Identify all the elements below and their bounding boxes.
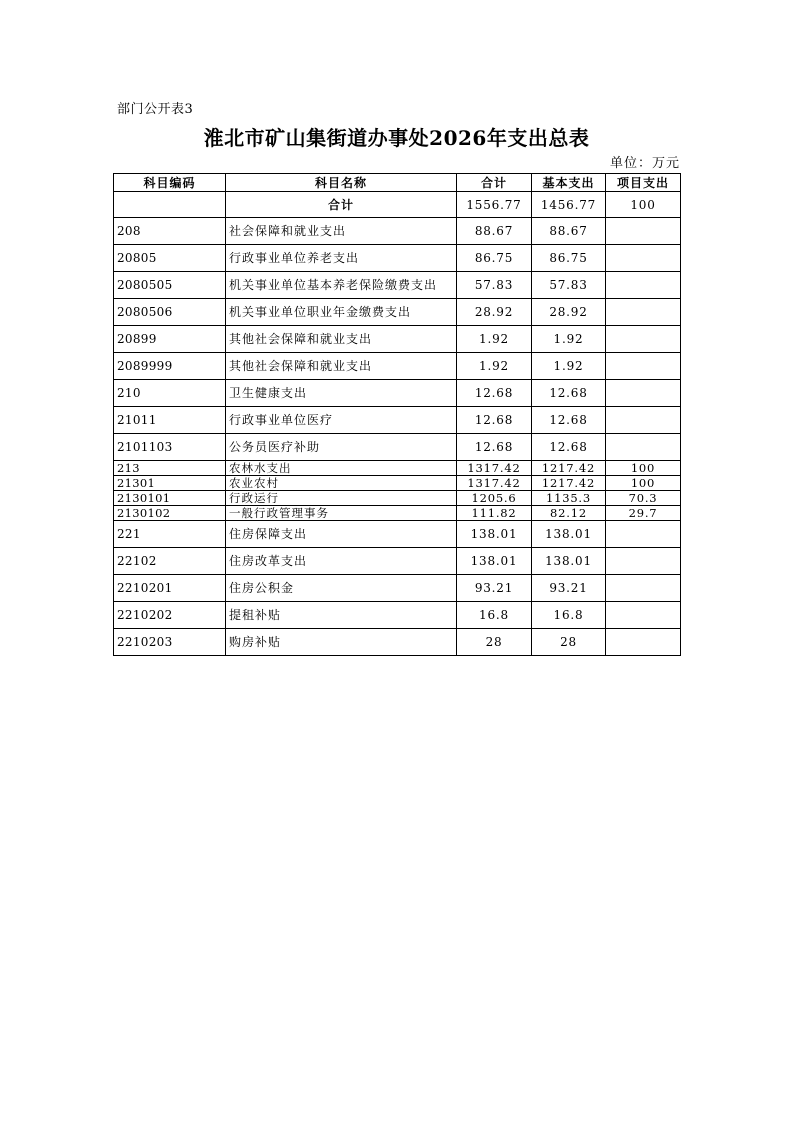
table-row: [114, 434, 681, 461]
row-code: 2101103: [114, 434, 226, 461]
row-basic: 1217.42: [532, 461, 606, 476]
row-code: 2089999: [114, 353, 226, 380]
expenditure-table: [113, 173, 681, 656]
row-name: 提租补贴: [226, 602, 457, 629]
row-total: 138.01: [457, 548, 532, 575]
row-code: 2080506: [114, 299, 226, 326]
table-row: [114, 476, 681, 491]
row-code: 2210201: [114, 575, 226, 602]
row-name: 其他社会保障和就业支出: [226, 326, 457, 353]
row-basic: 93.21: [532, 575, 606, 602]
row-total: 86.75: [457, 245, 532, 272]
row-code: 213: [114, 461, 226, 476]
row-project: [606, 521, 681, 548]
row-code: 208: [114, 218, 226, 245]
row-basic: 57.83: [532, 272, 606, 299]
row-project: [606, 548, 681, 575]
row-basic: 86.75: [532, 245, 606, 272]
row-total: 1317.42: [457, 461, 532, 476]
row-basic: 28.92: [532, 299, 606, 326]
row-code: 21011: [114, 407, 226, 434]
row-basic: 12.68: [532, 407, 606, 434]
row-project: [606, 380, 681, 407]
table-row: [114, 380, 681, 407]
row-project: [606, 218, 681, 245]
row-name: 社会保障和就业支出: [226, 218, 457, 245]
total-code: [114, 192, 226, 218]
row-basic: 138.01: [532, 548, 606, 575]
row-total: 1317.42: [457, 476, 532, 491]
table-row: [114, 272, 681, 299]
header-total: 合计: [457, 174, 532, 192]
row-name: 住房公积金: [226, 575, 457, 602]
row-name: 机关事业单位基本养老保险缴费支出: [226, 272, 457, 299]
row-total: 57.83: [457, 272, 532, 299]
row-basic: 16.8: [532, 602, 606, 629]
row-code: 2210203: [114, 629, 226, 656]
row-code: 221: [114, 521, 226, 548]
row-project: 29.7: [606, 506, 681, 521]
row-basic: 88.67: [532, 218, 606, 245]
row-code: 2130101: [114, 491, 226, 506]
row-project: [606, 575, 681, 602]
row-project: [606, 245, 681, 272]
row-basic: 1.92: [532, 353, 606, 380]
row-name: 农业农村: [226, 476, 457, 491]
row-total: 12.68: [457, 407, 532, 434]
table-header-row: [114, 174, 681, 192]
row-project: 100: [606, 476, 681, 491]
row-name: 公务员医疗补助: [226, 434, 457, 461]
row-basic: 82.12: [532, 506, 606, 521]
table-row: [114, 407, 681, 434]
unit-label: 单位：万元: [609, 156, 680, 171]
table-row: [114, 548, 681, 575]
row-code: 20899: [114, 326, 226, 353]
total-basic: 1456.77: [532, 192, 606, 218]
row-project: [606, 434, 681, 461]
row-project: [606, 353, 681, 380]
row-total: 16.8: [457, 602, 532, 629]
row-name: 一般行政管理事务: [226, 506, 457, 521]
total-project: 100: [606, 192, 681, 218]
row-project: [606, 602, 681, 629]
row-basic: 12.68: [532, 434, 606, 461]
row-total: 28.92: [457, 299, 532, 326]
table-row: [114, 521, 681, 548]
table-row: [114, 461, 681, 476]
table-row: [114, 629, 681, 656]
row-code: 2130102: [114, 506, 226, 521]
row-project: [606, 299, 681, 326]
row-total: 1.92: [457, 326, 532, 353]
row-code: 2080505: [114, 272, 226, 299]
total-total: 1556.77: [457, 192, 532, 218]
row-basic: 138.01: [532, 521, 606, 548]
header-name: 科目名称: [226, 174, 457, 192]
row-project: 70.3: [606, 491, 681, 506]
row-project: [606, 629, 681, 656]
page-title: 淮北市矿山集街道办事处2026年支出总表: [203, 126, 590, 150]
row-total: 111.82: [457, 506, 532, 521]
row-total: 93.21: [457, 575, 532, 602]
table-row: [114, 575, 681, 602]
row-name: 卫生健康支出: [226, 380, 457, 407]
row-total: 12.68: [457, 380, 532, 407]
table-row: [114, 491, 681, 506]
row-code: 20805: [114, 245, 226, 272]
row-name: 农林水支出: [226, 461, 457, 476]
row-name: 住房保障支出: [226, 521, 457, 548]
row-project: [606, 272, 681, 299]
row-total: 138.01: [457, 521, 532, 548]
header-code: 科目编码: [114, 174, 226, 192]
table-row: [114, 299, 681, 326]
row-project: 100: [606, 461, 681, 476]
row-basic: 1135.3: [532, 491, 606, 506]
row-basic: 1.92: [532, 326, 606, 353]
row-code: 21301: [114, 476, 226, 491]
row-name: 行政事业单位医疗: [226, 407, 457, 434]
row-name: 机关事业单位职业年金缴费支出: [226, 299, 457, 326]
row-name: 购房补贴: [226, 629, 457, 656]
total-name: 合计: [226, 192, 457, 218]
row-basic: 1217.42: [532, 476, 606, 491]
total-row: [114, 192, 681, 218]
header-project: 项目支出: [606, 174, 681, 192]
row-name: 行政事业单位养老支出: [226, 245, 457, 272]
row-project: [606, 407, 681, 434]
row-total: 88.67: [457, 218, 532, 245]
row-code: 2210202: [114, 602, 226, 629]
table-row: [114, 245, 681, 272]
row-name: 住房改革支出: [226, 548, 457, 575]
table-row: [114, 353, 681, 380]
row-basic: 12.68: [532, 380, 606, 407]
row-project: [606, 326, 681, 353]
header-basic: 基本支出: [532, 174, 606, 192]
row-code: 210: [114, 380, 226, 407]
row-basic: 28: [532, 629, 606, 656]
row-total: 1.92: [457, 353, 532, 380]
document-label: 部门公开表3: [117, 102, 194, 117]
row-total: 12.68: [457, 434, 532, 461]
table-row: [114, 506, 681, 521]
table-row: [114, 218, 681, 245]
table-row: [114, 602, 681, 629]
row-name: 其他社会保障和就业支出: [226, 353, 457, 380]
table-row: [114, 326, 681, 353]
row-total: 1205.6: [457, 491, 532, 506]
row-total: 28: [457, 629, 532, 656]
row-code: 22102: [114, 548, 226, 575]
row-name: 行政运行: [226, 491, 457, 506]
